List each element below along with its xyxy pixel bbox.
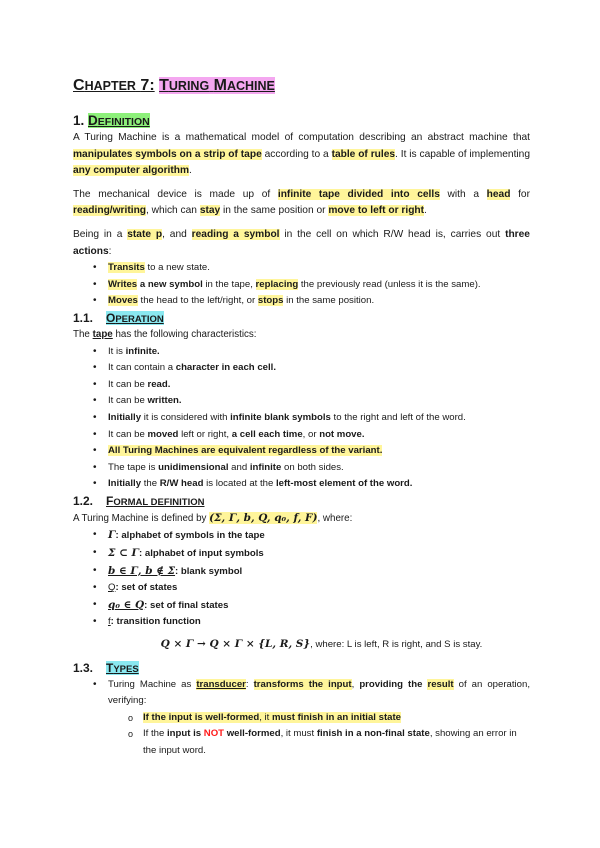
list-item: o If the input is well-formed, it must finish in an initial state [73, 710, 530, 727]
formal-definition-list [73, 527, 530, 631]
transition-formula: Q × Γ → Q × Γ × {L, R, S}, where: L is left, R is right, and S is stay. [160, 638, 483, 651]
list-item: • Γ: alphabet of symbols in the tape [73, 527, 530, 545]
list-item: • It can be read. [73, 377, 530, 394]
list-item: • Writes a new symbol in the tape, replacing the previously read (unless it is the same). [73, 277, 530, 294]
types-sublist [73, 710, 530, 760]
list-item: • All Turing Machines are equivalent regardless of the variant. [73, 443, 530, 460]
list-item: • Transits to a new state. [73, 260, 530, 277]
definition-paragraph-3: Being in a state p, and reading a symbol in the cell on which R/W head is, carries out three actions: [73, 228, 530, 257]
section-1-1-heading: 1.1. OPERATION [73, 310, 164, 325]
operation-intro: The tape has the following characteristics: [73, 328, 257, 340]
chapter-title: CHAPTER 7: TURING MACHINE [73, 77, 275, 94]
section-1-3-heading: 1.3. TYPES [73, 660, 139, 675]
list-item: • Initially it is considered with infinite blank symbols to the right and left of the word. [73, 410, 530, 427]
document-page [73, 70, 530, 760]
list-item: • Σ ⊂ Γ: alphabet of input symbols [73, 545, 530, 563]
list-item: • Moves the head to the left/right, or stops in the same position. [73, 293, 530, 310]
types-list [73, 677, 530, 710]
list-item: o If the input is NOT well-formed, it must finish in a non-final state, showing an error in the input word. [73, 726, 530, 759]
list-item: • The tape is unidimensional and infinite on both sides. [73, 460, 530, 477]
list-item: • It can be moved left or right, a cell each time, or not move. [73, 427, 530, 444]
list-item: • It is infinite. [73, 344, 530, 361]
list-item: • f: transition function [73, 614, 530, 631]
list-item: • Q: set of states [73, 580, 530, 597]
list-item: • b ∈ Γ, b ∉ Σ: blank symbol [73, 563, 530, 581]
actions-list [73, 260, 530, 310]
list-item: • It can contain a character in each cell. [73, 360, 530, 377]
section-1-2-heading: 1.2. FORMAL DEFINITION [73, 493, 205, 508]
definition-paragraph-2: The mechanical device is made up of infinite tape divided into cells with a head for reading/writing, which can stay in the same position or move to left or right. [73, 188, 530, 217]
section-1-heading: 1. DEFINITION [73, 113, 150, 128]
list-item: • It can be written. [73, 393, 530, 410]
tape-characteristics-list [73, 344, 530, 493]
list-item: • q₀ ∈ Q: set of final states [73, 597, 530, 615]
definition-paragraph-1: A Turing Machine is a mathematical model of computation describing an abstract machine that manipulates symbols on a strip of tape according to a table of rules. It is capable of implementing any computer algorithm. [73, 132, 531, 177]
list-item: • Initially the R/W head is located at the left-most element of the word. [73, 476, 530, 493]
formal-definition-intro: A Turing Machine is defined by (Σ, Γ, b, Q, q₀, f, F), where: [73, 511, 353, 524]
list-item: • Turing Machine as transducer: transforms the input, providing the result of an operation, verifying: [73, 677, 530, 710]
